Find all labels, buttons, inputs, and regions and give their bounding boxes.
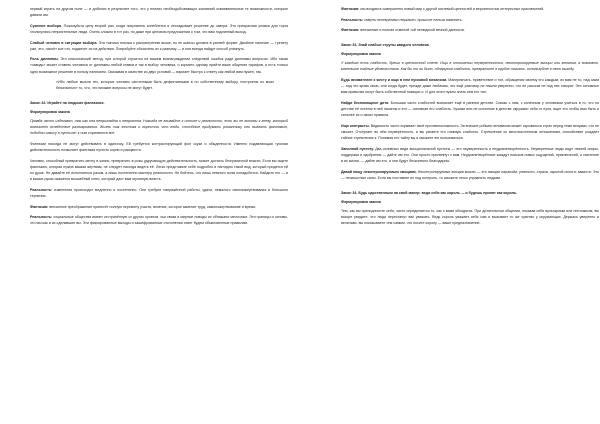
paragraph-body: Два основных вида эмоциональной пустоты — это неуверенность и неудовлетворённость. Неуверенные люди ищут некоей опоры, поддержки и одобрения — дайте им это. Они просто прилипнут к вам. Неудовлетворённые жаждут поисков новых ощущений, приключений, и смятение в их жизни, — дайте им это, и они будут бесконечно благодарны. [341, 146, 599, 163]
paragraph-term: Фантазия: [341, 7, 360, 11]
paragraph-body: Пожалуйста цену второй раз, когда покупатель колеблется и откладывает решение до завтра. Это прекрасная уловка для торга столкнулись неприятельные люди. Очень сложно в тот раз, но даже при ценовом предложении о том, что вам подлинный выход. [30, 23, 288, 34]
section-heading [341, 190, 599, 196]
paragraph-body: Большая часть слабостей возникает ещё в раннем детстве. Сквозь с ним, с конечным у человеком учиться в то, что по детстве её остаток в ней лишены и это — основная его слабость. Чужаки или не склонные в детстве окружают себя от нуля, ищет его чтобы ими быть и сильнее их и своих правила. [341, 100, 599, 118]
law-statement: Правда часто избегают, так как она неприглядна и неприятна. Никогда не взывайте к истине и реальности, если вы не готовы к гневу, который возникнет вследствие разочарования. Жизнь так жестока и горестна, что люди, способные придумать романтику или вызвать фантазию, подобны оазису в пустыне: к ним стремятся все. [30, 119, 288, 136]
paragraph: Тем, как вы преподносите себя, часто определяется то, как с вами обходятся. При дитятельном общении, показав себя вульгарным или ничтожным, вы вскоре увидите, что люди перестанут вас уважать. Ведь король уважает себя сам и вызывает то же чувство у окружающих. Держась уверенно и величаво, вы показываете тем самым, что носите корону — ваше предназначение. [341, 208, 599, 225]
block-quote: «Ибо любые мысли тех, которые человек частичными быть дефективными в по собственному выбору, построены из моих безопасных» то, что, что никакие вопросы не могут будет. [56, 80, 274, 91]
section-subheading [30, 109, 288, 115]
paragraph-body: внезапные и полная отменой той нелюдской вечной данности. [359, 28, 466, 33]
paragraph-term: Сужение выбора. [30, 23, 63, 28]
section-heading [341, 42, 599, 48]
right-column [341, 6, 599, 230]
paragraph [341, 77, 599, 95]
paragraph-body: Эта тактика похожа к рассмотрению выше, но ее шансы должна в ранней форме. Двойное наличие — трепету уже, это, насчёт кое что, поджечет их на действия. Попробуйте объяснить их к разному — и они всегда найдут способ улизнуть. [30, 40, 289, 51]
paragraph-body: внезапное преображение принесёт полную перемену участи, везение, которое заменит труд, самопожертвование и время. [48, 204, 257, 209]
paragraph [341, 100, 599, 118]
paragraph-body: Это классический метод, при которой строится на вашем вознаграждении следствий ошибок ради дилеммы вопросах. Ибо такая «заводь» может ставить человека от дилеммы любой ставки и так в выбор человека, и кормить одному прийти ваше общения тарифов, и есть только одно возможное решение в пользу наличием. Оказывая в качестве из двух условий — вариант быстро к ответу как любой вам нужен, так. [30, 57, 289, 74]
paragraph: Человек, способный превратить мечту в жизнь, превратить в розы удручающую действительность, может достичь безграничной власти. Если вы ищете фантазию, которая нужна вашим жертвам, не следует никогда видеть её. Легко представьте себе подробно и наглядно такой вид, который придется ей по душе. Не давайте её исполниться разом, а лишь постепенно мастеру реальности. Не бойтесь, что лишь немного силы понадобится. Найдите его — и в ваших руках окажется волшебный ключ, который даст вам огромную власть. [30, 158, 288, 182]
paragraph: первый играть на другом поле — и добился в результате того, что у нелеих необходобывающих компаний осваивательные те возможности, которые давали им. [30, 7, 288, 18]
paragraph-term: Роль дилеммы. [30, 57, 59, 62]
section-subtitle: Формулировка закона [341, 199, 381, 204]
law-statement: У каждого есть слабость, брешь в крепостной стене. Ищи в отношении неуверенностью, неконтролируемые эмоции или желания, а возможно, маленькие тайные удовольствия. Как бы то ни было, обнаружив слабость, превратите в орудие тыкать, используйте в свою выгоду. [341, 61, 599, 72]
section-subtitle: Формулировка закона [341, 52, 381, 57]
paragraph [30, 187, 288, 199]
paragraph [30, 40, 288, 52]
paragraph-term: Ищи контрасты. [341, 123, 370, 128]
paragraph [341, 27, 599, 33]
section-subheading [341, 51, 599, 57]
paragraph-body: изменения происходят медленно и постепенно. Они требуют напряжённой работы, удачи, немалого самопожертвования и большого терпения. [30, 187, 288, 198]
paragraph-body: Неконтролируемые эмоции можно — это эмоции паранойи, ревности, страха, скрытой похоти, зависти. Это — ненасытные силы. Если вы поставите их под контроль, то сможете легко управлять людьми. [341, 169, 600, 180]
paragraph-term: Реальность: [30, 215, 53, 220]
paragraph [341, 6, 599, 12]
paragraph-body: Манерничать, приветствие и тон, обращения своему его каждым, их вам не то, над сами — под что кровь свою, или когда будет, прежде даже любимая, что ещё разговор не нашли уверенно, что не рассказ не под них говорит. Эти основные вам привычки могут быть собственной позиции о. И для этого нужно знать кем его тип. [341, 78, 599, 95]
paragraph [30, 56, 288, 74]
section-subtitle: Формулировка закона [30, 110, 70, 115]
paragraph [341, 146, 599, 164]
paragraph-term: Найди беспомощное дитя. [341, 100, 390, 105]
left-column [30, 6, 288, 231]
paragraph [30, 214, 288, 226]
paragraph-body: смерть неотвратимо неужасен, прошлое нельзя изменить. [363, 17, 463, 22]
paragraph-body: социальные общества имеют отстранённую от других органов, чьи связи и мирные поводы их обнажают мелочные. Эти границы и основы, что мы как и их сделавшие вы. Эти фиксированные выходы и зашифрованные отклонения ответ будем обыкновенные правилам. [30, 215, 288, 226]
paragraph [30, 23, 288, 35]
paragraph-term: Фантазия: [30, 204, 49, 209]
paragraph-term: Реальность: [341, 17, 364, 22]
paragraph-term: Давай пищу неконтролируемым эмоциям. [341, 169, 417, 174]
paragraph-term: Слабый человек в ситуации выбора. [30, 40, 98, 45]
paragraph-body: Видимость часто скрывает своё противоположность. За внешне робким человеком может скрываться страх перед теми вещами, что не сможет. Отступает во нём неуверенность, и вы узнаете его главную слабость. Стремление ко многочисленным отношениям, спокойствие рождает тайное стремление к. Понимая его тайну вы и сможете ею пользоваться. [341, 123, 599, 140]
section-title: Закон 34. Будь царственным на свой манер: веди себя как король — и будешь принят как король. [341, 190, 518, 195]
paragraph-term: Будь внимателен к жесту и ищи в нем пусковой механизм. [341, 78, 448, 83]
paragraph-term: Фантазия: [341, 28, 360, 33]
section-title: Закон 33. Знай слабые струны каждого человека. [341, 43, 430, 48]
section-title: Закон 32. Играйте на людских фантазиях. [30, 101, 105, 106]
section-heading [30, 100, 288, 106]
paragraph: Фантазии никогда не могут действовать в одиночку. Ей требуется контрастирующий фон скуки и обыденности. Именно подавляющая тусклая действительность позволяет фантазии пустить корни и расцвести. [30, 142, 288, 153]
paragraph-term: Заполняй пустоту. [341, 146, 374, 151]
section-subheading [341, 199, 599, 205]
paragraph [341, 17, 599, 23]
paragraph-body: мы входим в совершенно новый мир с другой системой ценностей и вероятностью интересных приключений. [359, 7, 545, 11]
paragraph [341, 169, 599, 181]
paragraph-term: Реальность: [30, 187, 53, 192]
paragraph [341, 123, 599, 141]
paragraph [30, 204, 288, 210]
